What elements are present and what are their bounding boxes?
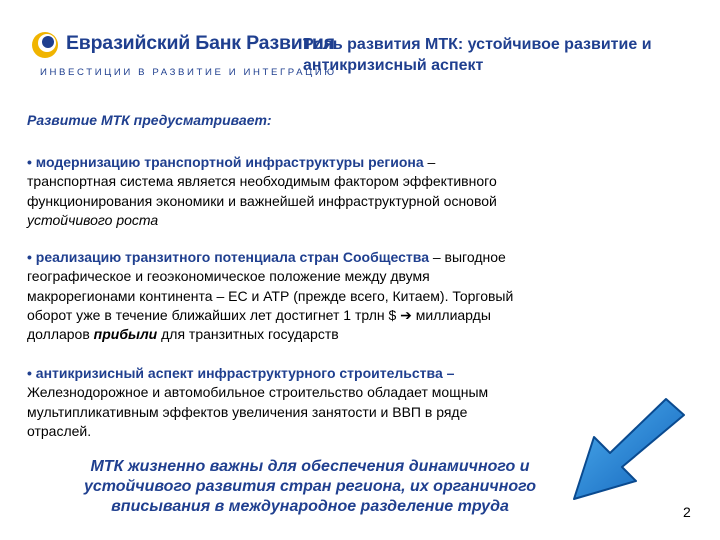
bullet-text: – выгодное — [428, 249, 506, 265]
bullet-line: мультипликативным эффектов увеличения занятости и ВВП в ряде — [27, 403, 468, 420]
slide-title — [303, 34, 703, 76]
bullet-line — [27, 153, 607, 172]
bullet-point-transit — [27, 248, 607, 344]
bullet-heading: • реализацию транзитного потенциала стран Сообщества — [27, 249, 429, 265]
bullet-line: Железнодорожное и автомобильное строительство обладает мощным — [27, 384, 489, 401]
slide-title-line-2: антикризисный аспект — [303, 57, 484, 74]
bullet-text: оборот уже в течение ближайших лет достигнет 1 трлн $ — [27, 306, 401, 323]
conclusion-statement — [40, 457, 580, 517]
logo-bank-name: Евразийский Банк Развития — [66, 32, 335, 54]
conclusion-line: устойчивого развития стран региона, их органичного — [83, 478, 537, 495]
slide-title-line-1: Роль развития МТК: устойчивое развитие и — [303, 36, 652, 53]
logo-tagline: ИНВЕСТИЦИИ В РАЗВИТИЕ И ИНТЕГРАЦИЮ — [40, 67, 337, 78]
bullet-line: географическое и геоэкономическое положение между двумя — [27, 268, 430, 285]
bullet-heading: • модернизацию транспортной инфраструктуры региона — [27, 154, 424, 170]
bullet-line: транспортная система является необходимым фактором эффективного — [27, 173, 497, 190]
bullet-text: – — [423, 154, 436, 170]
bullet-heading: • антикризисный аспект инфраструктурного строительства – — [27, 365, 455, 381]
bank-logo — [30, 28, 337, 83]
conclusion-line: МТК жизненно важны для обеспечения динамичного и — [90, 458, 530, 475]
intro-heading: Развитие МТК предусматривает: — [27, 112, 272, 128]
right-arrow-icon: ➔ — [400, 306, 412, 323]
bullet-line: устойчивого роста — [27, 211, 159, 228]
emphasis-profit: прибыли — [93, 326, 158, 343]
bullet-line: макрорегионами континента – ЕС и АТР (прежде всего, Китаем). Торговый — [27, 287, 514, 304]
diagonal-arrow-icon — [566, 395, 686, 505]
bullet-line — [27, 306, 607, 325]
page-number: 2 — [683, 504, 691, 520]
conclusion-line: вписывания в международное разделение труда — [111, 498, 509, 515]
bullet-line — [27, 248, 607, 267]
bullet-line: функционирования экономики и важнейшей инфраструктурной основой — [27, 192, 497, 209]
bullet-line: отраслей. — [27, 422, 92, 439]
bullet-line — [27, 325, 607, 344]
bullet-point-anticrisis — [27, 364, 607, 441]
bullet-point-modernization — [27, 153, 607, 230]
ebr-logo-mark-icon — [30, 30, 60, 60]
bullet-text: миллиарды — [411, 306, 491, 323]
bullet-text: долларов — [27, 326, 94, 343]
bullet-text: для транзитных государств — [157, 326, 339, 343]
